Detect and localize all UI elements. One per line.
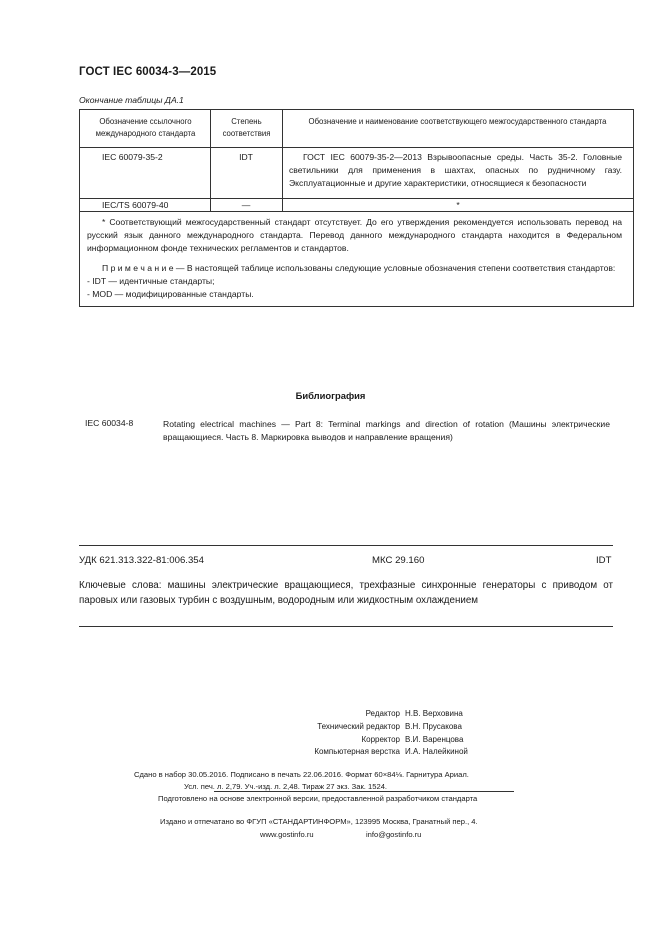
column-header: Обозначение ссылочного международного стандарта — [95, 117, 196, 138]
table-cell-standard: ГОСТ IEC 60079-35-2—2013 Взрывоопасные среды. Часть 35-2. Головные светильники для применения в шахтах, опасных по рудничному газу. Эксплуатационные и другие характеристики, относящиеся к безопасности — [289, 152, 622, 188]
staff-name: В.И. Варенцова — [405, 735, 464, 744]
imprint-line: Издано и отпечатано во ФГУП «СТАНДАРТИНФОРМ», 123995 Москва, Гранатный пер., 4. — [160, 817, 478, 826]
page-title: ГОСТ IEC 60034-3—2015 — [79, 66, 217, 78]
staff-role: Редактор — [365, 709, 400, 718]
staff-layout — [314, 747, 400, 756]
staff-name: В.Н. Прусакова — [405, 722, 462, 731]
table-caption: Окончание таблицы ДА.1 — [79, 95, 184, 105]
staff-tech — [317, 722, 400, 731]
staff-role: Компьютерная верстка — [314, 747, 400, 756]
staff-corrector — [361, 735, 400, 744]
idt-mark: IDT — [596, 555, 612, 566]
imprint-line: Усл. печ. л. 2,79. Уч.-изд. л. 2,48. Тираж 27 экз. Зак. 1524. — [184, 782, 388, 791]
website-link[interactable]: www.gostinfo.ru — [260, 830, 314, 839]
imprint-line: Сдано в набор 30.05.2016. Подписано в печать 22.06.2016. Формат 60×84⅛. Гарнитура Ариал. — [134, 770, 469, 779]
table-cell-degree: IDT — [239, 152, 253, 162]
note-text: — В настоящей таблице использованы следующие условные обозначения степени соответствия стандартов: — [173, 263, 616, 273]
bibliography-text: Rotating electrical machines — Part 8: Terminal markings and direction of rotation (Машины электрические вращающиеся. Часть 8. Маркировка выводов и направление вращения) — [163, 419, 610, 442]
standards-table — [79, 109, 634, 307]
staff-name: Н.В. Верховина — [405, 709, 463, 718]
column-header: Степень соответствия — [222, 117, 271, 138]
column-header: Обозначение и наименование соответствующего межгосударственного стандарта — [308, 117, 607, 126]
note-item: - MOD — модифицированные стандарты. — [87, 289, 254, 299]
divider — [79, 626, 613, 627]
note-label: П р и м е ч а н и е — [102, 263, 174, 273]
table-cell-ref: IEC 60079-35-2 — [102, 152, 163, 162]
table-note — [87, 262, 622, 301]
email-link[interactable]: info@gostinfo.ru — [366, 830, 422, 839]
mks-code: МКС 29.160 — [372, 555, 425, 566]
udk-code: УДК 621.313.322-81:006.354 — [79, 555, 204, 566]
table-footnote: * Соответствующий межгосударственный стандарт отсутствует. До его утверждения рекомендуется использовать перевод на русский язык данного международного стандарта. Перевод данного международного стандарта находится в Федеральном информационном фонде технических регламентов и стандартов. — [87, 217, 622, 253]
staff-role: Корректор — [361, 735, 400, 744]
imprint-line: Подготовлено на основе электронной версии, предоставленной разработчиком стандарта — [158, 794, 478, 803]
table-cell-degree: — — [241, 200, 251, 210]
divider — [79, 545, 613, 546]
divider — [214, 791, 514, 792]
bibliography-heading: Библиография — [295, 390, 366, 401]
keywords: Ключевые слова: машины электрические вращающиеся, трехфазные синхронные генераторы с приводом от паровых или газовых турбин с воздушным, водородным или жидкостным охлаждением — [79, 580, 613, 606]
staff-editor — [366, 709, 400, 718]
table-cell-ref: IEC/TS 60079-40 — [102, 200, 169, 210]
staff-role: Технический редактор — [317, 722, 400, 731]
bibliography-ref: IEC 60034-8 — [85, 418, 134, 428]
table-cell-standard: * — [456, 200, 460, 210]
note-item: - IDT — идентичные стандарты; — [87, 276, 215, 286]
staff-name: И.А. Налейкиной — [405, 747, 468, 756]
